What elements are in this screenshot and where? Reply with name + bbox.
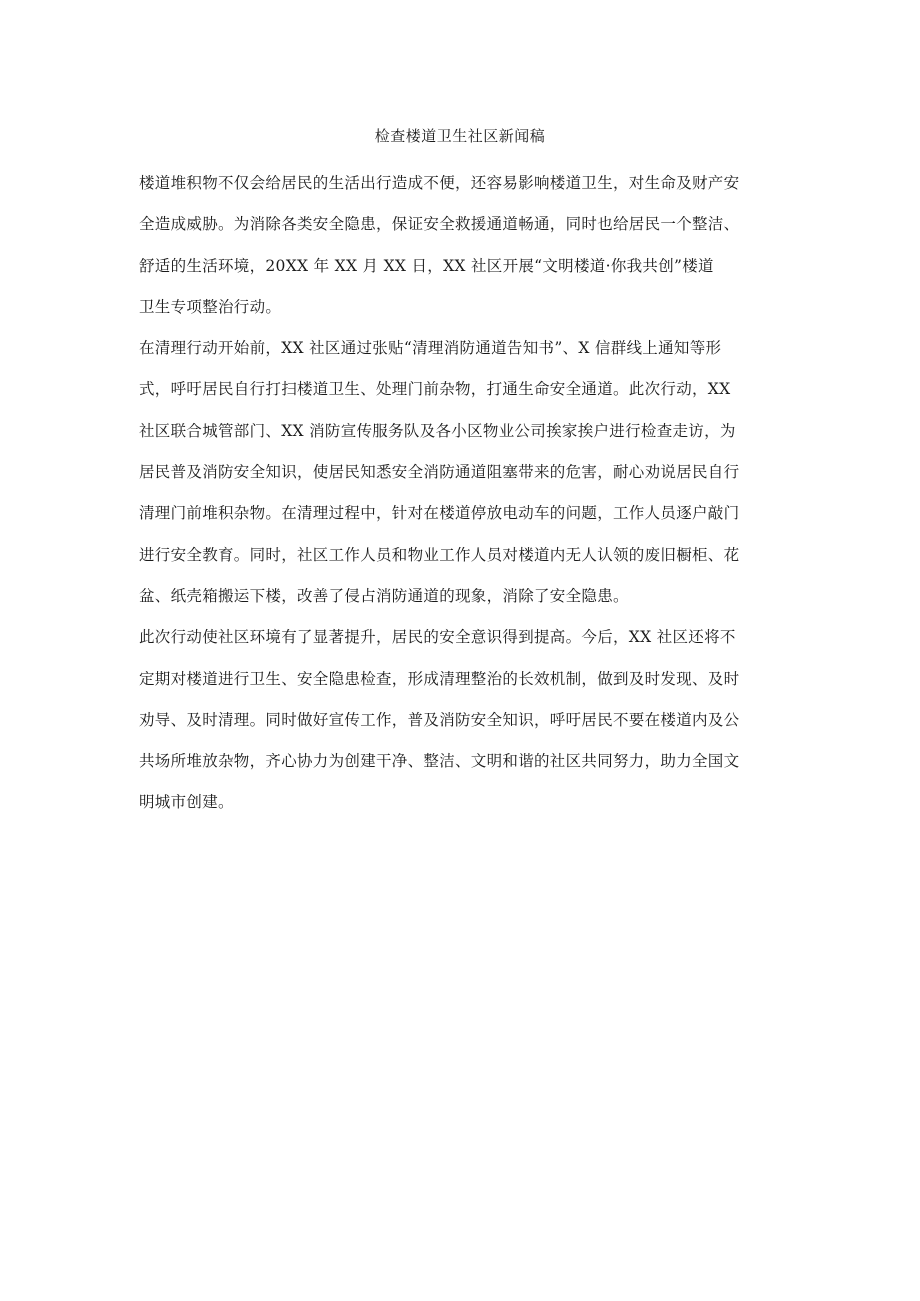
paragraph-line: 明城市创建。: [139, 793, 234, 812]
paragraph-line: 共场所堆放杂物，齐心协力为创建干净、整洁、文明和谐的社区共同努力，助力全国文: [139, 752, 740, 771]
paragraph-line: 楼道堆积物不仅会给居民的生活出行造成不便，还容易影响楼道卫生，对生命及财产安: [139, 174, 740, 192]
paragraph-line: 舒适的生活环境，20XX 年 XX 月 XX 日，XX 社区开展“文明楼道·你我共创”楼道: [139, 256, 714, 275]
paragraph-line: 清理门前堆积杂物。在清理过程中，针对在楼道停放电动车的问题，工作人员逐户敲门: [139, 504, 740, 523]
paragraph-line: 社区联合城管部门、XX 消防宣传服务队及各小区物业公司挨家挨户进行检查走访，为: [139, 421, 736, 440]
paragraph-conclusion: [139, 617, 799, 823]
paragraph-intro: [139, 163, 799, 328]
paragraph-line: 居民普及消防安全知识，使居民知悉安全消防通道阻塞带来的危害，耐心劝说居民自行: [139, 463, 740, 482]
document-title: 检查楼道卫生社区新闻稿: [374, 127, 546, 145]
paragraph-actions: [139, 328, 799, 617]
paragraph-line: 卫生专项整治行动。: [139, 297, 282, 316]
paragraph-line: 此次行动使社区环境有了显著提升，居民的安全意识得到提高。今后，XX 社区还将不: [139, 628, 736, 647]
paragraph-line: 定期对楼道进行卫生、安全隐患检查，形成清理整治的长效机制，做到及时发现、及时: [139, 669, 740, 688]
paragraph-line: 式，呼吁居民自行打扫楼道卫生、处理门前杂物，打通生命安全通道。此次行动，XX: [139, 380, 731, 399]
paragraph-line: 全造成威胁。为消除各类安全隐患，保证安全救援通道畅通，同时也给居民一个整洁、: [139, 215, 740, 234]
paragraph-line: 劝导、及时清理。同时做好宣传工作，普及消防安全知识，呼吁居民不要在楼道内及公: [139, 710, 740, 729]
paragraph-line: 在清理行动开始前，XX 社区通过张贴“清理消防通道告知书”、X 信群线上通知等形: [139, 339, 722, 358]
document-body: [139, 163, 799, 824]
paragraph-line: 进行安全教育。同时，社区工作人员和物业工作人员对楼道内无人认领的废旧橱柜、花: [139, 545, 740, 564]
paragraph-line: 盆、纸壳箱搬运下楼，改善了侵占消防通道的现象，消除了安全隐患。: [139, 586, 629, 605]
